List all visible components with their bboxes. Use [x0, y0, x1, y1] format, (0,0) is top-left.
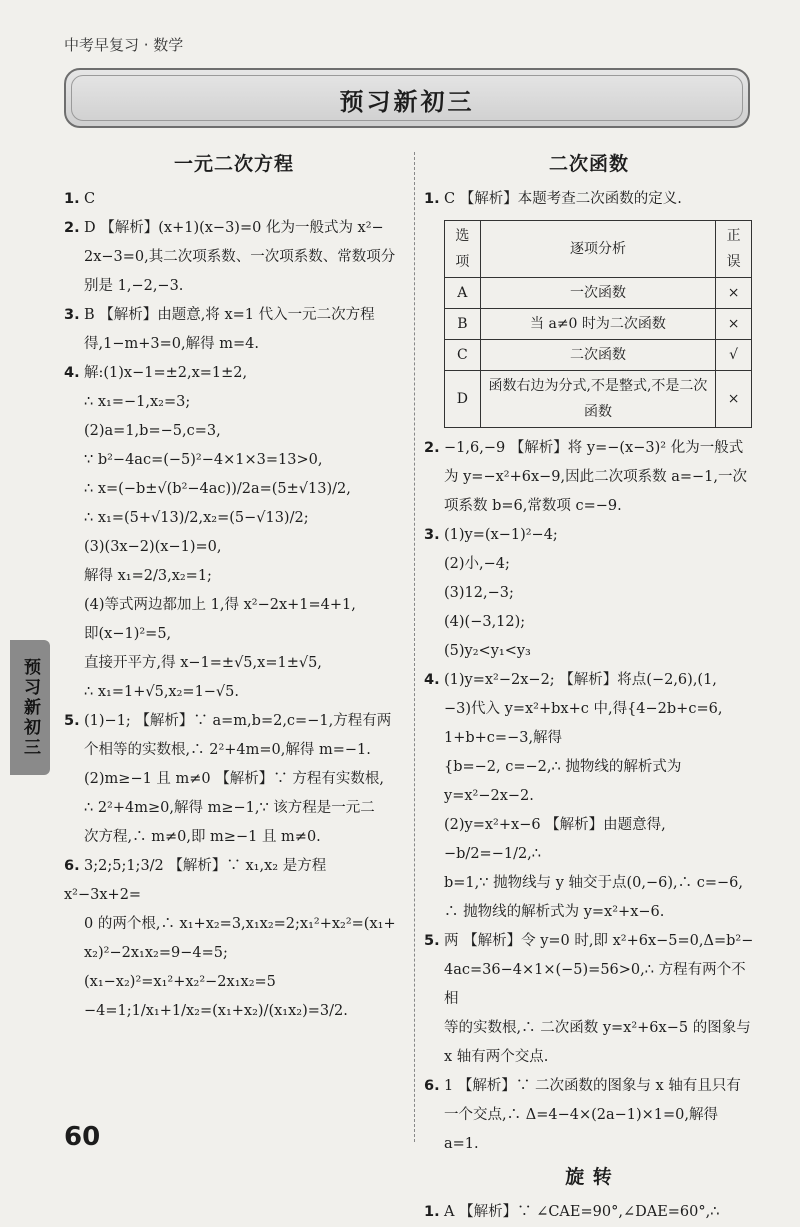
answer-line: [64, 185, 404, 214]
item-text: (5)y₂<y₁<y₃: [444, 643, 531, 659]
side-tab: 预习新初三: [10, 640, 50, 775]
item-text: B 【解析】由题意,将 x=1 代入一元二次方程: [84, 307, 375, 323]
item-text: (2)m≥−1 且 m≠0 【解析】∵ 方程有实数根,: [84, 771, 384, 787]
answer-line: [424, 811, 754, 869]
answer-item: [64, 301, 404, 359]
table-cell: D: [445, 371, 481, 428]
item-text: 4ac=36−4×1×(−5)=56>0,∴ 方程有两个不相: [444, 962, 746, 1007]
item-text: 个相等的实数根,∴ 2²+4m=0,解得 m=−1.: [84, 742, 371, 758]
table-cell: ×: [716, 371, 752, 428]
item-text: ∴ x₁=(5+√13)/2,x₂=(5−√13)/2;: [84, 510, 309, 526]
item-text: −3)代入 y=x²+bx+c 中,得{4−2b+c=6, 1+b+c=−3,解得: [444, 701, 723, 746]
item-text: 得,1−m+3=0,解得 m=4.: [84, 336, 259, 352]
answer-line: [424, 1072, 754, 1101]
answer-line: [64, 852, 404, 910]
item-text: x₂)²−2x₁x₂=9−4=5;(x₁−x₂)²=x₁²+x₂²−2x₁x₂=5: [84, 945, 276, 990]
table-cell: 一次函数: [480, 278, 716, 309]
table-cell: ×: [716, 309, 752, 340]
item-number: 2.: [424, 440, 440, 456]
item-text: 解:(1)x−1=±2,x=1±2,: [84, 365, 248, 381]
item-text: C 【解析】本题考查二次函数的定义.: [444, 191, 682, 207]
item-text: {b=−2, c=−2,∴ 抛物线的解析式为 y=x²−2x−2.: [444, 759, 682, 804]
item-number: 4.: [424, 672, 440, 688]
table-header-cell: 正误: [716, 221, 752, 278]
answer-line: [64, 243, 404, 272]
answer-line: [64, 823, 404, 852]
answer-line: [64, 765, 404, 794]
answer-line: [64, 910, 404, 939]
answer-line: [64, 678, 404, 707]
page-number: 60: [64, 1122, 101, 1152]
answer-line: [64, 794, 404, 823]
answer-item: [424, 1072, 754, 1159]
item-text: 即(x−1)²=5,: [84, 626, 172, 642]
item-text: ∴ 抛物线的解析式为 y=x²+x−6.: [444, 904, 665, 920]
item-text: (1)−1; 【解析】∵ a=m,b=2,c=−1,方程有两: [84, 713, 392, 729]
table-row: [445, 371, 752, 428]
item-text: (3)(3x−2)(x−1)=0,: [84, 539, 222, 555]
table-cell: A: [445, 278, 481, 309]
answer-item: [424, 1198, 754, 1227]
item-text: 两 【解析】令 y=0 时,即 x²+6x−5=0,Δ=b²−: [444, 933, 754, 949]
column-divider: [414, 152, 415, 1142]
item-text: ∴ x₁=−1,x₂=3;: [84, 394, 191, 410]
answer-line: [424, 927, 754, 956]
item-text: (4)(−3,12);: [444, 614, 526, 630]
answer-line: [64, 562, 404, 591]
item-number: 2.: [64, 220, 80, 236]
left-items: [64, 185, 404, 1026]
answer-line: [424, 666, 754, 695]
answer-line: [64, 620, 404, 649]
answer-line: [424, 753, 754, 811]
answer-line: [64, 504, 404, 533]
answer-item: [64, 214, 404, 301]
item-text: 次方程,∴ m≠0,即 m≥−1 且 m≠0.: [84, 829, 321, 845]
item-number: 6.: [64, 858, 80, 874]
item-number: 1.: [424, 1204, 440, 1220]
table-cell: C: [445, 340, 481, 371]
answer-line: [64, 301, 404, 330]
answer-line: [424, 550, 754, 579]
item-number: 3.: [424, 527, 440, 543]
answer-line: [424, 463, 754, 492]
item-number: 1.: [424, 191, 440, 207]
answer-line: [64, 591, 404, 620]
item-text: 3;2;5;1;3/2 【解析】∵ x₁,x₂ 是方程 x²−3x+2=: [64, 858, 327, 903]
item-number: 1.: [64, 191, 80, 207]
answer-item: [424, 434, 754, 521]
answer-line: [424, 579, 754, 608]
item-number: 5.: [424, 933, 440, 949]
answer-line: [64, 939, 404, 997]
item-text: ∵ b²−4ac=(−5)²−4×1×3=13>0,: [84, 452, 323, 468]
answer-line: [424, 695, 754, 753]
table-row: [445, 278, 752, 309]
item-text: 为 y=−x²+6x−9,因此二次项系数 a=−1,一次: [444, 469, 748, 485]
answer-item: [424, 666, 754, 927]
answer-line: [424, 608, 754, 637]
answer-line: [424, 869, 754, 898]
answer-item: [64, 852, 404, 1026]
answer-line: [424, 1101, 754, 1159]
item-text: ∴ x₁=1+√5,x₂=1−√5.: [84, 684, 240, 700]
item-text: 解得 x₁=2/3,x₂=1;: [84, 568, 212, 584]
item-text: −1,6,−9 【解析】将 y=−(x−3)² 化为一般式: [444, 440, 744, 456]
answer-item: [424, 185, 754, 214]
item-text: 0 的两个根,∴ x₁+x₂=3,x₁x₂=2;x₁²+x₂²=(x₁+: [84, 916, 396, 932]
answer-line: [64, 533, 404, 562]
answer-line: [64, 330, 404, 359]
item-text: (1)y=x²−2x−2; 【解析】将点(−2,6),(1,: [444, 672, 717, 688]
answer-line: [424, 637, 754, 666]
item-number: 4.: [64, 365, 80, 381]
answer-line: [64, 417, 404, 446]
answer-item: [424, 521, 754, 666]
item-text: b=1,∵ 抛物线与 y 轴交于点(0,−6),∴ c=−6,: [444, 875, 744, 891]
analysis-table: [444, 220, 752, 428]
answer-line: [64, 707, 404, 736]
answer-line: [424, 898, 754, 927]
answer-item: [64, 707, 404, 852]
running-head: 中考早复习 · 数学: [64, 36, 184, 54]
item-text: (2)a=1,b=−5,c=3,: [84, 423, 221, 439]
item-text: 一个交点,∴ Δ=4−4×(2a−1)×1=0,解得 a=1.: [444, 1107, 719, 1152]
answer-item: [64, 359, 404, 707]
table-cell: √: [716, 340, 752, 371]
item-text: 等的实数根,∴ 二次函数 y=x²+6x−5 的图象与: [444, 1020, 751, 1036]
answer-line: [424, 956, 754, 1014]
item-text: ∴ 2²+4m≥0,解得 m≥−1,∵ 该方程是一元二: [84, 800, 375, 816]
right-items: [424, 434, 754, 1159]
item-text: D 【解析】(x+1)(x−3)=0 化为一般式为 x²−: [84, 220, 384, 236]
answer-line: [64, 475, 404, 504]
table-header-cell: 选项: [445, 221, 481, 278]
table-cell: 二次函数: [480, 340, 716, 371]
answer-line: [424, 492, 754, 521]
section-title-quadratic-equation: 一元二次方程: [173, 153, 294, 175]
item-text: 直接开平方,得 x−1=±√5,x=1±√5,: [84, 655, 322, 671]
answer-line: [424, 521, 754, 550]
answer-line: [64, 388, 404, 417]
banner-title: 预习新初三: [339, 88, 475, 116]
answer-line: [64, 214, 404, 243]
answer-line: [64, 736, 404, 765]
table-header-row: [445, 221, 752, 278]
section-title-rotation: 旋 转: [565, 1166, 613, 1188]
item-number: 6.: [424, 1078, 440, 1094]
item-text: A 【解析】∵ ∠CAE=90°,∠DAE=60°,∴: [444, 1204, 720, 1220]
answer-line: [424, 1043, 754, 1072]
section-title-quadratic-function: 二次函数: [548, 153, 629, 175]
item-text: C: [84, 191, 96, 207]
left-column: [64, 146, 404, 1026]
item-text: −4=1;1/x₁+1/x₂=(x₁+x₂)/(x₁x₂)=3/2.: [84, 1003, 348, 1019]
item-text: (4)等式两边都加上 1,得 x²−2x+1=4+1,: [84, 597, 356, 613]
answer-line: [64, 446, 404, 475]
answer-line: [424, 434, 754, 463]
answer-line: [64, 272, 404, 301]
answer-item: [64, 185, 404, 214]
table-cell: 当 a≠0 时为二次函数: [480, 309, 716, 340]
item-number: 5.: [64, 713, 80, 729]
table-cell: ×: [716, 278, 752, 309]
answer-line: [424, 1014, 754, 1043]
item-text: (2)小,−4;: [444, 556, 510, 572]
item-text: 别是 1,−2,−3.: [84, 278, 184, 294]
item-text: 1 【解析】∵ 二次函数的图象与 x 轴有且只有: [444, 1078, 741, 1094]
title-banner: [64, 68, 750, 128]
table-row: [445, 340, 752, 371]
right-column: [424, 146, 754, 1227]
item-text: (2)y=x²+x−6 【解析】由题意得,−b/2=−1/2,∴: [444, 817, 666, 862]
item-number: 3.: [64, 307, 80, 323]
item-text: ∴ x=(−b±√(b²−4ac))/2a=(5±√13)/2,: [84, 481, 351, 497]
item-text: 2x−3=0,其二次项系数、一次项系数、常数项分: [84, 249, 396, 265]
answer-item: [424, 927, 754, 1072]
answer-line: [64, 997, 404, 1026]
item-text: 项系数 b=6,常数项 c=−9.: [444, 498, 622, 514]
table-header-cell: 逐项分析: [480, 221, 716, 278]
item-text: (3)12,−3;: [444, 585, 514, 601]
table-row: [445, 309, 752, 340]
item-text: (1)y=(x−1)²−4;: [444, 527, 558, 543]
table-cell: B: [445, 309, 481, 340]
table-cell: 函数右边为分式,不是整式,不是二次函数: [480, 371, 716, 428]
answer-line: [64, 649, 404, 678]
answer-line: [64, 359, 404, 388]
item-text: x 轴有两个交点.: [444, 1049, 549, 1065]
